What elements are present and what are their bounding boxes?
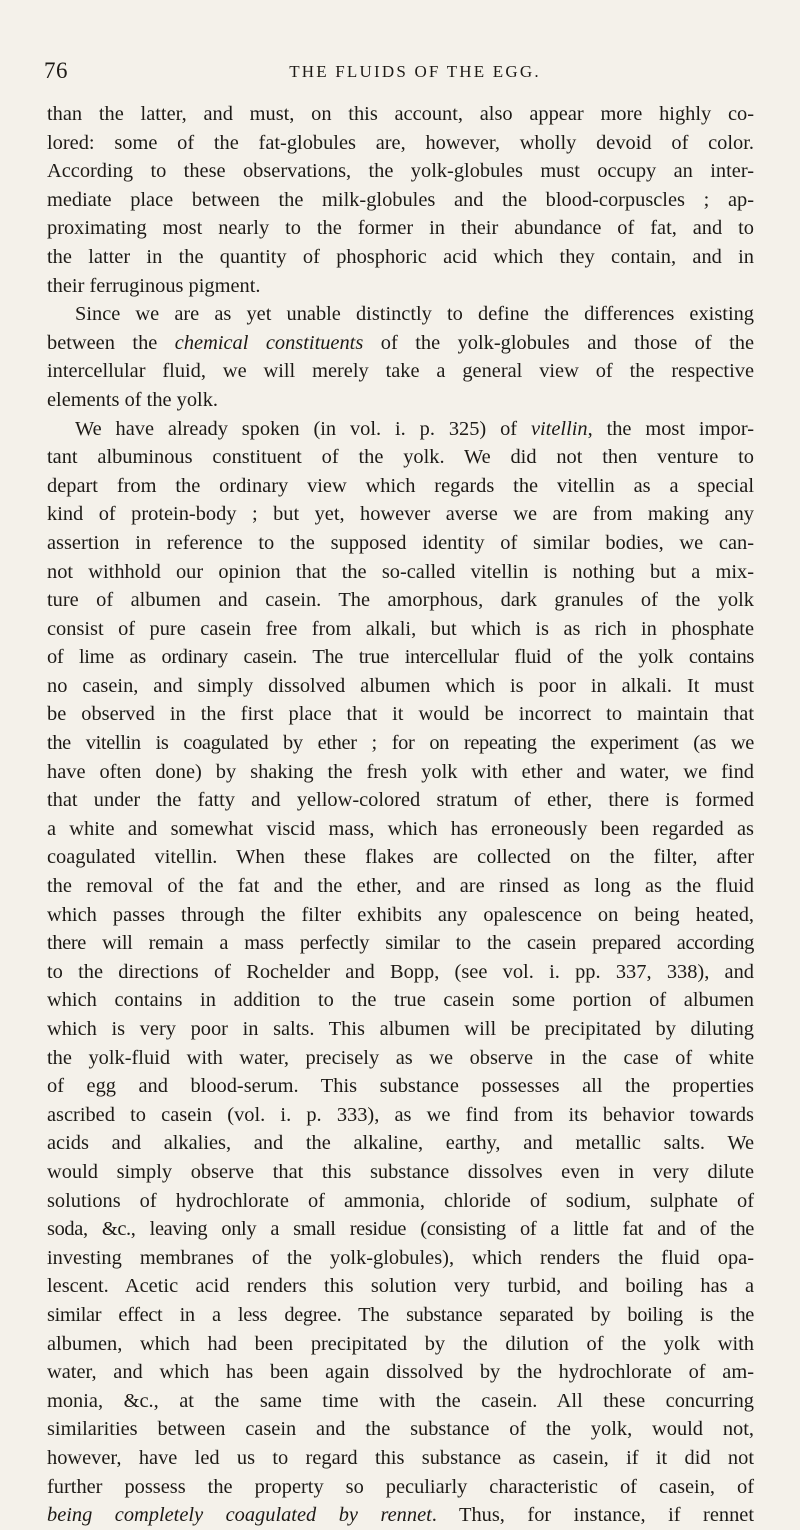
text-line <box>47 300 754 329</box>
text-line <box>47 1215 754 1244</box>
text-segment: similar effect in a less degree. The substance separated by boiling is the <box>47 1303 754 1326</box>
text-line <box>47 1501 754 1530</box>
text-segment: coagulated vitellin. When these flakes are collected on the filter, after <box>47 846 754 869</box>
text-line <box>47 357 754 386</box>
text-segment: have often done) by shaking the fresh yolk with ether and water, we find <box>47 760 754 783</box>
text-segment: the latter in the quantity of phosphoric acid which they contain, and in <box>47 245 754 268</box>
text-segment: acids and alkalies, and the alkaline, earthy, and metallic salts. We <box>47 1132 754 1155</box>
text-segment: the yolk-fluid with water, precisely as we observe in the case of white <box>47 1046 754 1069</box>
text-line <box>47 1244 754 1273</box>
text-line <box>47 1015 754 1044</box>
text-line <box>47 1158 754 1187</box>
text-segment: ascribed to casein (vol. i. p. 333), as we find from its behavior towards <box>47 1103 754 1126</box>
text-line <box>47 786 754 815</box>
text-segment: We have already spoken (in vol. i. p. 325) of <box>75 417 531 440</box>
text-line <box>47 586 754 615</box>
text-segment: not withhold our opinion that the so-called vitellin is nothing but a mix- <box>47 560 754 583</box>
text-line <box>47 1358 754 1387</box>
text-segment: , the most impor- <box>587 417 754 440</box>
text-line <box>47 1044 754 1073</box>
text-segment: mediate place between the milk-globules and the blood-corpuscles ; ap- <box>47 188 754 211</box>
text-segment: to the directions of Rochelder and Bopp, (see vol. i. pp. 337, 338), and <box>47 960 754 983</box>
text-line <box>47 329 754 358</box>
body-text <box>47 100 754 1530</box>
text-line <box>47 615 754 644</box>
text-segment: lescent. Acetic acid renders this solution very turbid, and boiling has a <box>47 1275 754 1298</box>
text-line <box>47 1444 754 1473</box>
text-segment: According to these observations, the yolk-globules must occupy an inter- <box>47 160 754 183</box>
text-line <box>47 1072 754 1101</box>
text-segment: the removal of the fat and the ether, and are rinsed as long as the fluid <box>47 875 754 898</box>
text-segment: Since we are as yet unable distinctly to define the differences existing <box>75 303 754 326</box>
text-segment: be observed in the first place that it would be incorrect to maintain that <box>47 703 754 726</box>
text-line <box>47 1473 754 1502</box>
text-segment: kind of protein-body ; but yet, however averse we are from making any <box>47 503 754 526</box>
text-line <box>47 529 754 558</box>
text-segment: which contains in addition to the true casein some portion of albumen <box>47 989 754 1012</box>
text-segment: monia, &c., at the same time with the casein. All these concurring <box>47 1389 754 1412</box>
text-line <box>47 472 754 501</box>
text-segment: no casein, and simply dissolved albumen which is poor in alkali. It must <box>47 674 754 697</box>
text-line <box>47 272 754 301</box>
text-segment: their ferruginous pigment. <box>47 274 261 297</box>
text-line <box>47 1187 754 1216</box>
text-line <box>47 214 754 243</box>
text-line <box>47 901 754 930</box>
text-segment: a white and somewhat viscid mass, which has erroneously been regarded as <box>47 817 754 840</box>
text-line <box>47 986 754 1015</box>
page-number: 76 <box>44 58 68 83</box>
text-segment: albumen, which had been precipitated by the dilution of the yolk with <box>47 1332 754 1355</box>
text-line <box>47 729 754 758</box>
text-line <box>47 443 754 472</box>
running-head: THE FLUIDS OF THE EGG. <box>289 62 541 81</box>
text-line <box>47 1330 754 1359</box>
text-line <box>47 1387 754 1416</box>
text-segment: depart from the ordinary view which regards the vitellin as a special <box>47 474 754 497</box>
text-segment: intercellular fluid, we will merely take a general view of the respective <box>47 360 754 383</box>
text-segment: assertion in reference to the supposed identity of similar bodies, we can- <box>47 531 754 554</box>
text-line <box>47 929 754 958</box>
text-line <box>47 1301 754 1330</box>
text-line <box>47 815 754 844</box>
text-line <box>47 386 754 415</box>
text-line <box>47 843 754 872</box>
text-segment: lored: some of the fat-globules are, however, wholly devoid of color. <box>47 131 754 154</box>
text-line <box>47 186 754 215</box>
text-segment: elements of the yolk. <box>47 388 219 411</box>
text-segment: similarities between casein and the substance of the yolk, would not, <box>47 1418 754 1441</box>
text-segment: tant albuminous constituent of the yolk. We did not then venture to <box>47 446 754 469</box>
text-line <box>47 157 754 186</box>
text-segment: which passes through the filter exhibits any opalescence on being heated, <box>47 903 754 926</box>
text-line <box>47 758 754 787</box>
text-segment: between the <box>47 331 175 354</box>
text-line <box>47 1415 754 1444</box>
italic-phrase: being completely coagulated by rennet <box>47 1504 432 1527</box>
text-line <box>47 672 754 701</box>
text-segment: further possess the property so peculiarly characteristic of casein, of <box>47 1475 754 1498</box>
text-segment: than the latter, and must, on this account, also appear more highly co- <box>47 103 754 125</box>
page-header <box>40 58 760 84</box>
text-line <box>47 500 754 529</box>
text-segment: would simply observe that this substance dissolves even in very dilute <box>47 1160 754 1183</box>
text-segment: however, have led us to regard this substance as casein, if it did not <box>47 1446 754 1469</box>
text-segment: that under the fatty and yellow-colored stratum of ether, there is formed <box>47 789 754 812</box>
text-segment: of egg and blood-serum. This substance possesses all the properties <box>47 1075 754 1098</box>
text-line <box>47 700 754 729</box>
text-segment: . Thus, for instance, if rennet <box>431 1504 754 1527</box>
text-segment: there will remain a mass perfectly similar to the casein prepared according <box>47 932 754 955</box>
text-line <box>47 243 754 272</box>
text-segment: investing membranes of the yolk-globules), which renders the fluid opa- <box>47 1246 754 1269</box>
text-segment: solutions of hydrochlorate of ammonia, chloride of sodium, sulphate of <box>47 1189 754 1212</box>
italic-phrase: chemical constituents <box>174 331 364 354</box>
text-line <box>47 100 754 129</box>
text-line <box>47 958 754 987</box>
text-segment: ture of albumen and casein. The amorphous, dark granules of the yolk <box>47 589 754 612</box>
text-segment: water, and which has been again dissolved by the hydrochlorate of am- <box>47 1361 754 1384</box>
text-line <box>47 1272 754 1301</box>
text-line <box>47 415 754 444</box>
text-line <box>47 643 754 672</box>
text-segment: of the yolk-globules and those of the <box>363 331 754 354</box>
italic-phrase: vitellin <box>530 417 588 440</box>
text-segment: proximating most nearly to the former in their abundance of fat, and to <box>47 217 754 240</box>
text-segment: of lime as ordinary casein. The true intercellular fluid of the yolk contains <box>47 646 754 669</box>
text-line <box>47 872 754 901</box>
text-line <box>47 129 754 158</box>
text-segment: which is very poor in salts. This albumen will be precipitated by diluting <box>47 1018 754 1040</box>
text-line <box>47 558 754 587</box>
text-segment: soda, &c., leaving only a small residue (consisting of a little fat and of the <box>47 1218 754 1241</box>
text-line <box>47 1101 754 1130</box>
text-segment: the vitellin is coagulated by ether ; for on repeating the experiment (as we <box>47 732 754 755</box>
text-segment: consist of pure casein free from alkali, but which is as rich in phosphate <box>47 617 754 640</box>
text-line <box>47 1129 754 1158</box>
